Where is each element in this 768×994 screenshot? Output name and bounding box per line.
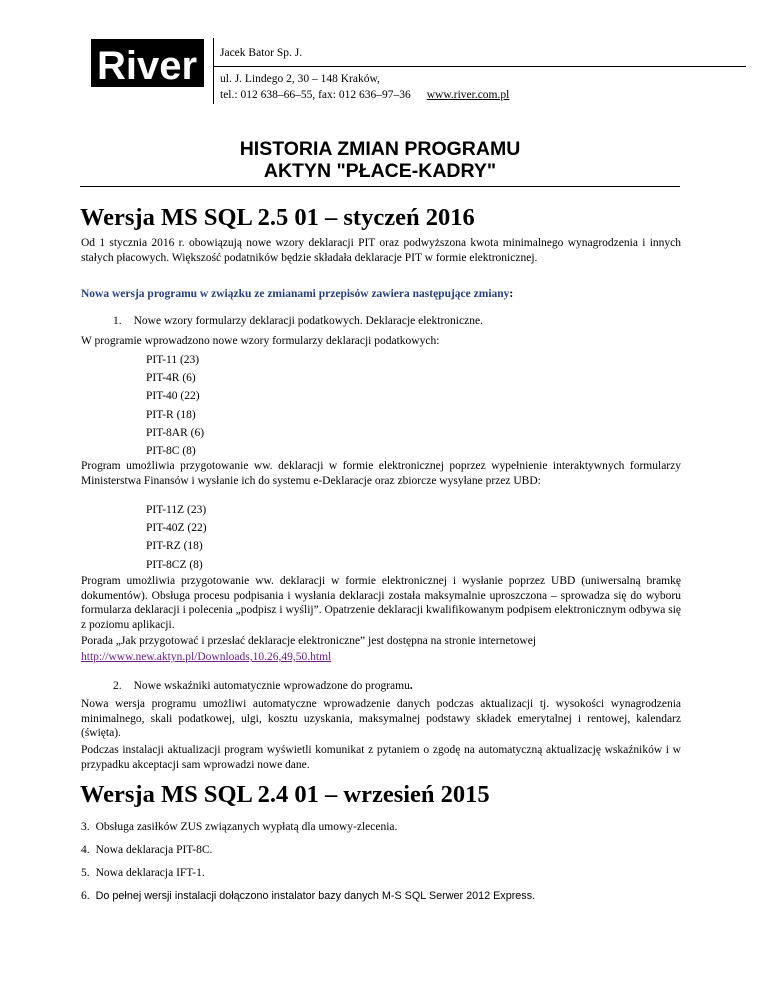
river-logo (91, 39, 204, 87)
v25-item2: 2. Nowe wskaźniki automatycznie wprowadzone do programu. (113, 680, 413, 692)
v24-item-4: 4. Nowa deklaracja PIT-8C. (81, 844, 213, 856)
v24-item-6: 6. Do pełnej wersji instalacji dołączono instalator bazy danych M-S SQL Serwer 2012 Express. (81, 890, 536, 902)
company-contact (220, 88, 509, 102)
website-link[interactable]: www.river.com.pl (426, 89, 510, 101)
advice-link[interactable]: http://www.new.aktyn.pl/Downloads,10.26,49,50.html (81, 651, 332, 663)
logo-text: River (97, 44, 198, 87)
form-item: PIT-R (18) (146, 408, 196, 421)
v25-intro: Od 1 stycznia 2016 r. obowiązują nowe wzory deklaracji PIT oraz podwyższona kwota minimalnego wynagrodzenia i innych stałych płacowych. Większość podatników będzie składała deklaracje PIT w formie elektronicznej. (81, 237, 681, 264)
form-item: PIT-11 (23) (146, 354, 200, 366)
install-text: Podczas instalacji aktualizacji program wyświetli komunikat z pytaniem o zgodę na automatyczną aktualizację wskaźników i w przypadku akceptacji sam wprowadzi nowe dane. (81, 744, 681, 771)
eform-item: PIT-RZ (18) (146, 540, 203, 553)
ubd-text: Program umożliwia przygotowanie ww. deklaracji w formie elektronicznej i wysłanie poprzez UBD (uniwersalną bramkę dokumentów). Obsługa procesu podpisania i wysłania deklaracji została maksymalnie uproszczona – sprowadza się do wyboru formularza deklaracji i polecenia „podpisz i wyślij”. Opatrzenie deklaracji kwalifikowanym podpisem elektronicznym odbywa się z poziomu aplikacji. (81, 575, 681, 631)
phone-fax: tel.: 012 638–66–55, fax: 012 636–97–36 (220, 89, 411, 101)
v24-item-5: 5. Nowa deklaracja IFT-1. (81, 867, 205, 879)
company-name: Jacek Bator Sp. J. (220, 47, 303, 59)
eforms-list (146, 501, 207, 574)
v25-subheading: Nowa wersja programu w związku ze zmianami przepisów zawiera następujące zmiany: (81, 288, 514, 300)
doc-title-line1: HISTORIA ZMIAN PROGRAMU (239, 138, 521, 160)
heading-v25: Wersja MS SQL 2.5 01 – styczeń 2016 (80, 204, 475, 231)
form-item: PIT-4R (6) (146, 372, 196, 385)
eform-item: PIT-8CZ (8) (146, 558, 203, 571)
form-item: PIT-8AR (6) (146, 426, 205, 439)
doc-title-line2: AKTYN "PŁACE-KADRY" (263, 160, 497, 182)
forms-intro: W programie wprowadzono nowe wzory formularzy deklaracji podatkowych: (81, 335, 440, 347)
edeclaration-text: Program umożliwia przygotowanie ww. deklaracji w formie elektronicznej poprzez wypełnienie interaktywnych formularzy Ministerstwa Finansów i wysłanie ich do systemu e-Deklaracje oraz zbiorcze wysyłane przez UBD: (81, 460, 681, 487)
header-horizontal-rule (213, 66, 746, 67)
eform-item: PIT-11Z (23) (146, 504, 207, 516)
heading-v24: Wersja MS SQL 2.4 01 – wrzesień 2015 (80, 781, 490, 808)
form-item: PIT-40 (22) (146, 390, 200, 403)
v24-item-3: 3. Obsługa zasiłków ZUS związanych wypłatą dla umowy-zlecenia. (81, 821, 398, 833)
company-address: ul. J. Lindego 2, 30 – 148 Kraków, (220, 73, 380, 85)
advice-text: Porada „Jak przygotować i przesłać deklaracje elektroniczne” jest dostępna na stronie internetowej (81, 635, 537, 647)
forms-list (146, 351, 204, 460)
header-vertical-rule (213, 38, 214, 104)
v25-item1: 1. Nowe wzory formularzy deklaracji podatkowych. Deklaracje elektroniczne. (113, 315, 483, 327)
form-item: PIT-8C (8) (146, 445, 196, 458)
eform-item: PIT-40Z (22) (146, 522, 207, 535)
title-rule (80, 186, 680, 187)
auto-update-text: Nowa wersja programu umożliwi automatyczne wprowadzenie danych podczas aktualizacji tj. wysokości wynagrodzenia minimalnego, skali podatkowej, ulgi, kosztu uzyskania, maksymalnej podstawy składek emerytalnej i rentowej, kalendarz (święta). (81, 698, 681, 739)
